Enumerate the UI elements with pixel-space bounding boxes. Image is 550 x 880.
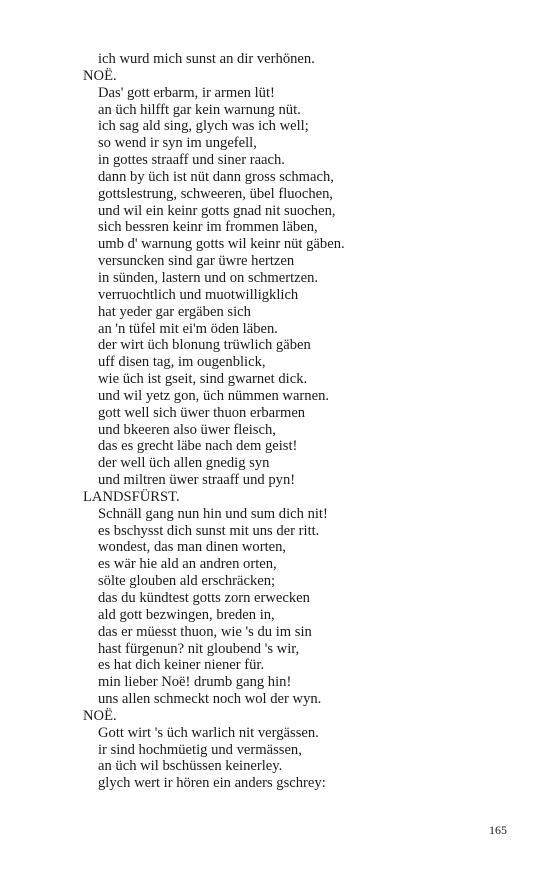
verse-line: in gottes straaff und siner raach.: [98, 152, 285, 169]
verse-line: ich wurd mich sunst an dir verhönen.: [98, 51, 315, 67]
verse-line: das du kündtest gotts zorn erwecken: [98, 590, 310, 606]
verse-line: es hat dich keiner niener für.: [98, 657, 265, 674]
verse-line: ald gott bezwingen, breden in,: [98, 606, 275, 623]
verse-line: und wil ein keinr gotts gnad nit suochen,: [98, 202, 336, 219]
verse-line: umb d' warnung gotts wil keinr nüt gäben.: [98, 236, 345, 253]
verse-line: Schnäll gang nun hin und sum dich nit!: [98, 505, 328, 522]
verse-line: das er müesst thuon, wie 's du im sin: [98, 623, 312, 640]
verse-line: wie üch ist gseit, sind gwarnet dick.: [98, 371, 308, 388]
verse-line: der well üch allen gnedig syn: [98, 455, 270, 472]
verse-line: und bkeeren also üwer fleisch,: [98, 421, 276, 438]
verse-line: ich sag ald sing, glych was ich well;: [98, 118, 309, 135]
verse-line: es bschysst dich sunst mit uns der ritt.: [98, 522, 320, 539]
verse-line: dann by üch ist nüt dann gross schmach,: [98, 168, 334, 185]
verse-line: sich bessren keinr im frommen läben,: [98, 219, 318, 236]
verse-line: wondest, das man dinen worten,: [98, 539, 287, 556]
verse-line: gott well sich üwer thuon erbarmen: [98, 404, 306, 421]
verse-line: uns allen schmeckt noch wol der wyn.: [98, 691, 322, 708]
verse-line: und wil yetz gon, üch nümmen warnen.: [98, 387, 330, 404]
verse-line: ir sind hochmüetig und vermässen,: [98, 741, 302, 758]
verse-line: und miltren üwer straaff und pyn!: [98, 472, 296, 489]
verse-line: verruochtlich und muotwilligklich: [98, 286, 299, 303]
verse-line: hat yeder gar ergäben sich: [98, 303, 251, 320]
page-number: 165: [489, 823, 507, 837]
verse-line: hast fürgenun? nit gloubend 's wir,: [98, 640, 300, 657]
speaker-name: LANDSFÜRST.: [83, 488, 180, 505]
verse-line: sölte glouben ald erschräcken;: [98, 573, 276, 590]
verse-line: glych wert ir hören ein anders gschrey:: [98, 775, 326, 792]
verse-line: der wirt üch blonung trüwlich gäben: [98, 337, 311, 354]
verse-line: an üch hilfft gar kein warnung nüt.: [98, 101, 301, 118]
verse-line: an üch wil bschüssen keinerley.: [98, 758, 283, 775]
verse-line: das es grecht läbe nach dem geist!: [98, 438, 298, 455]
verse-line: min lieber Noë! drumb gang hin!: [98, 674, 292, 691]
verse-line: Das' gott erbarm, ir armen lüt!: [98, 84, 275, 101]
verse-line: in sünden, lastern und on schmertzen.: [98, 269, 319, 286]
speaker-name: NOË.: [83, 707, 117, 724]
verse-line: so wend ir syn im ungefell,: [98, 135, 257, 152]
verse-line: versuncken sind gar üwre hertzen: [98, 253, 295, 270]
verse-line: es wär hie ald an andren orten,: [98, 556, 277, 573]
speaker-name: NOË.: [83, 67, 117, 84]
verse-line: Gott wirt 's üch warlich nit vergässen.: [98, 724, 319, 741]
verse-line: uff disen tag, im ougenblick,: [98, 354, 266, 371]
verse-line: an 'n tüfel mit ei'm öden läben.: [98, 320, 278, 337]
verse-line: gottslestrung, schweeren, übel fluochen,: [98, 185, 334, 202]
verse-text: [83, 51, 345, 792]
